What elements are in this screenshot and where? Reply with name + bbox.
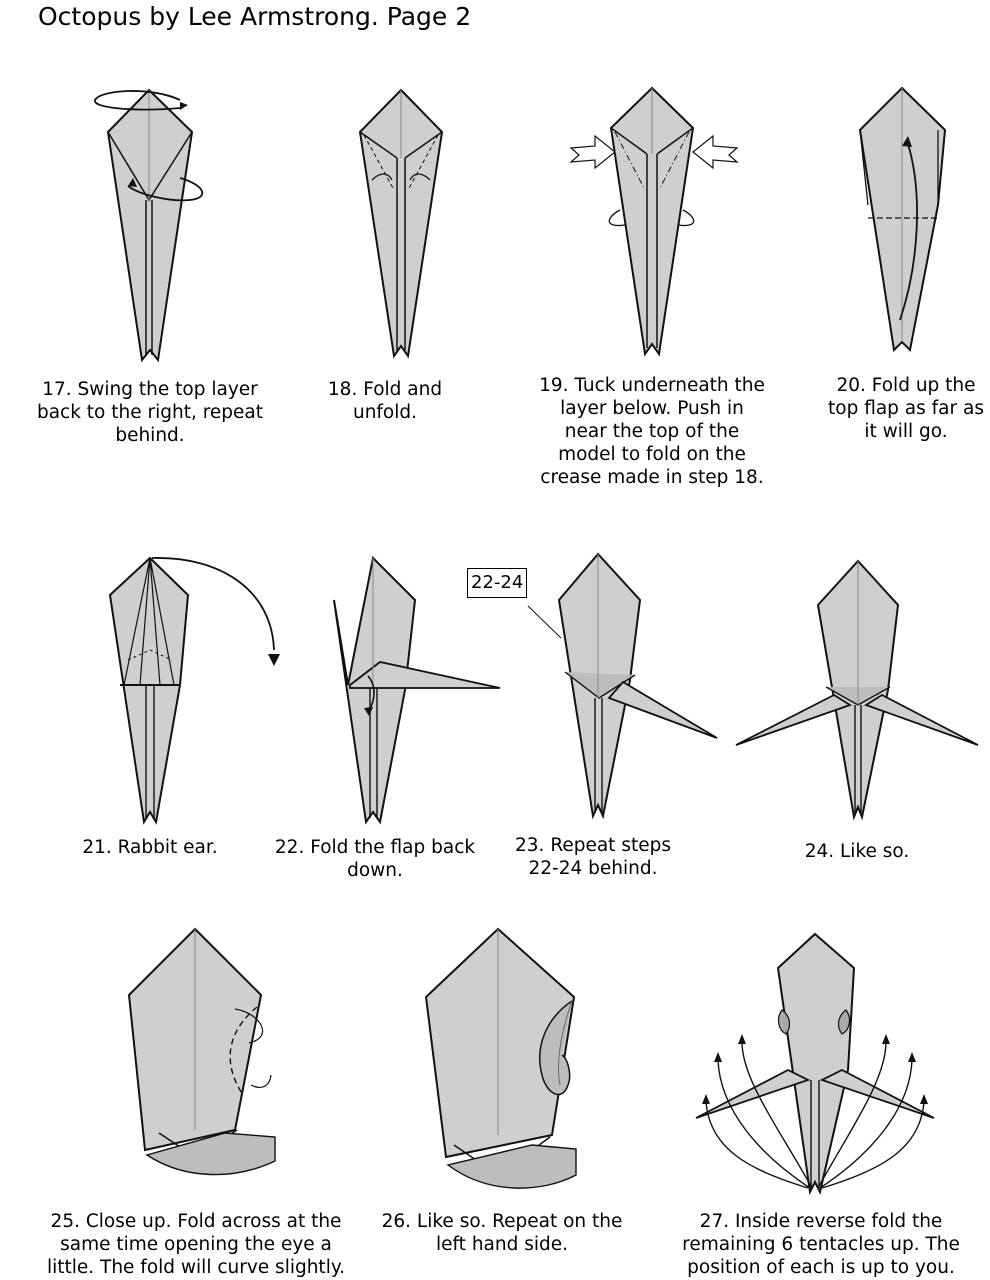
step-23-diagram	[525, 550, 725, 820]
step-17-caption: 17. Swing the top layer back to the right, repeat behind.	[36, 379, 264, 446]
page-title: Octopus by Lee Armstrong. Page 2	[38, 2, 472, 31]
step-21-diagram	[100, 550, 300, 830]
step-27-diagram	[690, 930, 940, 1200]
step-23-caption: 23. Repeat steps 22-24 behind.	[515, 835, 671, 879]
step-22-caption: 22. Fold the flap back down.	[274, 837, 476, 881]
step-19-caption: 19. Tuck underneath the layer below. Push in near the top of the model to fold on the crease made in step 18.	[539, 375, 765, 488]
step-20-caption: 20. Fold up the top flap as far as it will go.	[828, 375, 984, 442]
step-26-diagram	[422, 925, 582, 1200]
step-26-caption: 26. Like so. Repeat on the left hand side.	[381, 1211, 623, 1255]
step-24-caption: 24. Like so.	[804, 841, 910, 862]
step-27-caption: 27. Inside reverse fold the remaining 6 tentacles up. The position of each is up to you.	[682, 1211, 960, 1278]
step-20-diagram	[850, 80, 960, 355]
step-18-diagram	[350, 80, 460, 360]
step-24-diagram	[734, 555, 984, 825]
step-17-diagram	[80, 80, 220, 365]
step-25-diagram	[125, 925, 285, 1185]
step-21-caption: 21. Rabbit ear.	[82, 837, 218, 858]
step-25-caption: 25. Close up. Fold across at the same time opening the eye a little. The fold will curve slightly.	[46, 1211, 346, 1278]
step-18-caption: 18. Fold and unfold.	[327, 379, 443, 423]
step-range-label: 22-24	[467, 568, 527, 598]
step-19-diagram	[565, 80, 745, 360]
